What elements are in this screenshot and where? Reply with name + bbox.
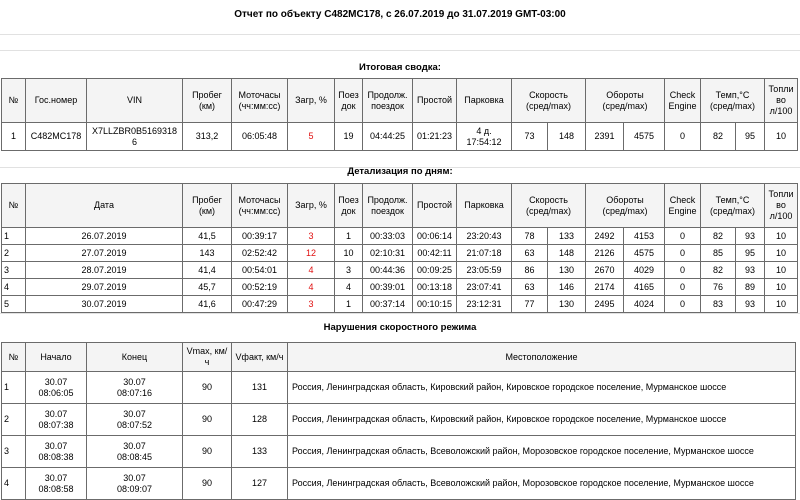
col-header-check-engine: Check Engine — [665, 79, 701, 123]
table-row — [2, 296, 798, 313]
cell-idle: 00:42:11 — [413, 245, 457, 262]
end-date: 30.07 — [123, 440, 146, 451]
col-header-rpm: Обороты (сред/max) — [586, 184, 665, 228]
cell-fuel: 10 — [765, 279, 798, 296]
cell-trips: 10 — [335, 245, 363, 262]
cell-temp-avg: 83 — [701, 296, 736, 313]
col-header-moto: Моточасы (чч:мм:сс) — [232, 184, 288, 228]
cell-speed-avg: 73 — [512, 123, 548, 151]
end-time: 08:09:07 — [116, 483, 153, 494]
col-header-trips: Поез док — [335, 79, 363, 123]
col-header-fuel: Топли во л/100 — [765, 79, 798, 123]
cell-mileage: 41,6 — [183, 296, 232, 313]
cell-num: 5 — [2, 296, 26, 313]
cell-check-engine: 0 — [665, 262, 701, 279]
report-title: Отчет по объекту С482МС178, с 26.07.2019 до 31.07.2019 GMT-03:00 — [234, 9, 566, 20]
cell-speed-avg: 77 — [512, 296, 548, 313]
cell-location: Россия, Ленинградская область, Кировский район, Кировское городское поселение, Мурманское шоссе — [288, 404, 796, 436]
cell-vin: X7LLZBR0B5169318 6 — [87, 123, 183, 151]
cell-temp-max: 95 — [736, 123, 765, 151]
cell-idle: 00:09:25 — [413, 262, 457, 279]
cell-num: 4 — [2, 279, 26, 296]
table-row — [2, 279, 798, 296]
violations-title: Нарушения скоростного режима — [323, 322, 477, 333]
cell-location: Россия, Ленинградская область, Кировский район, Кировское городское поселение, Мурманское шоссе — [288, 372, 796, 404]
col-header-num: № — [2, 184, 26, 228]
cell-parking: 4 д. 17:54:12 — [457, 123, 512, 151]
cell-vfact: 128 — [232, 404, 288, 436]
summary-header-row — [2, 79, 798, 123]
cell-moto: 00:39:17 — [232, 228, 288, 245]
cell-vfact: 131 — [232, 372, 288, 404]
start-time: 08:06:05 — [38, 387, 74, 398]
col-header-moto: Моточасы (чч:мм:сс) — [232, 79, 288, 123]
cell-trips: 3 — [335, 262, 363, 279]
cell-duration: 00:33:03 — [363, 228, 413, 245]
start-date: 30.07 — [44, 376, 68, 387]
cell-temp-max: 89 — [736, 279, 765, 296]
cell-end — [87, 436, 183, 468]
cell-mileage: 143 — [183, 245, 232, 262]
table-row — [2, 123, 798, 151]
col-header-vmax: Vmax, км/ч — [183, 343, 232, 372]
cell-mileage: 41,4 — [183, 262, 232, 279]
col-header-rpm: Обороты (сред/max) — [586, 79, 665, 123]
col-header-location: Местоположение — [288, 343, 796, 372]
cell-rpm-avg: 2492 — [586, 228, 624, 245]
cell-moto: 06:05:48 — [232, 123, 288, 151]
cell-end — [87, 468, 183, 500]
cell-temp-max: 95 — [736, 245, 765, 262]
col-header-start: Начало — [26, 343, 87, 372]
cell-start — [26, 404, 87, 436]
cell-mileage: 313,2 — [183, 123, 232, 151]
col-header-plate: Гос.номер — [26, 79, 87, 123]
end-time: 08:07:16 — [116, 387, 153, 398]
start-date: 30.07 — [44, 440, 68, 451]
cell-fuel: 10 — [765, 228, 798, 245]
col-header-speed: Скорость (сред/max) — [512, 184, 586, 228]
cell-parking: 21:07:18 — [457, 245, 512, 262]
cell-start — [26, 372, 87, 404]
cell-moto: 00:47:29 — [232, 296, 288, 313]
table-row — [2, 372, 796, 404]
cell-vfact: 133 — [232, 436, 288, 468]
cell-load: 12 — [288, 245, 335, 262]
cell-fuel: 10 — [765, 296, 798, 313]
cell-idle: 00:06:14 — [413, 228, 457, 245]
cell-end — [87, 372, 183, 404]
cell-num: 1 — [2, 228, 26, 245]
cell-idle: 01:21:23 — [413, 123, 457, 151]
cell-date: 27.07.2019 — [26, 245, 183, 262]
cell-date: 30.07.2019 — [26, 296, 183, 313]
cell-check-engine: 0 — [665, 228, 701, 245]
cell-vmax: 90 — [183, 404, 232, 436]
cell-temp-avg: 76 — [701, 279, 736, 296]
cell-rpm-max: 4153 — [624, 228, 665, 245]
cell-duration: 04:44:25 — [363, 123, 413, 151]
col-header-load: Загр, % — [288, 79, 335, 123]
cell-vmax: 90 — [183, 436, 232, 468]
cell-num: 1 — [2, 372, 26, 404]
col-header-mileage: Пробег (км) — [183, 184, 232, 228]
cell-rpm-avg: 2670 — [586, 262, 624, 279]
cell-idle: 00:13:18 — [413, 279, 457, 296]
cell-load: 5 — [288, 123, 335, 151]
col-header-idle: Простой — [413, 184, 457, 228]
cell-moto: 00:52:19 — [232, 279, 288, 296]
violations-header-row — [2, 343, 796, 372]
cell-vfact: 127 — [232, 468, 288, 500]
cell-location: Россия, Ленинградская область, Всеволожский район, Морозовское городское поселение, Мурманское шоссе — [288, 436, 796, 468]
cell-temp-avg: 82 — [701, 262, 736, 279]
cell-temp-max: 93 — [736, 296, 765, 313]
cell-load: 4 — [288, 279, 335, 296]
cell-speed-max: 130 — [548, 296, 586, 313]
start-date: 30.07 — [44, 472, 68, 483]
cell-speed-avg: 63 — [512, 279, 548, 296]
col-header-temp: Темп,°C (сред/max) — [701, 184, 765, 228]
cell-check-engine: 0 — [665, 279, 701, 296]
sheet-gridline — [0, 313, 800, 314]
cell-num: 2 — [2, 404, 26, 436]
cell-rpm-avg: 2126 — [586, 245, 624, 262]
cell-speed-max: 146 — [548, 279, 586, 296]
cell-num: 3 — [2, 436, 26, 468]
cell-mileage: 45,7 — [183, 279, 232, 296]
end-date: 30.07 — [123, 408, 146, 419]
cell-parking: 23:07:41 — [457, 279, 512, 296]
col-header-vfact: Vфакт, км/ч — [232, 343, 288, 372]
cell-fuel: 10 — [765, 262, 798, 279]
cell-load: 3 — [288, 296, 335, 313]
cell-temp-avg: 82 — [701, 123, 736, 151]
cell-duration: 00:44:36 — [363, 262, 413, 279]
col-header-parking: Парковка — [457, 79, 512, 123]
cell-num: 4 — [2, 468, 26, 500]
table-row — [2, 436, 796, 468]
cell-mileage: 41,5 — [183, 228, 232, 245]
cell-parking: 23:05:59 — [457, 262, 512, 279]
cell-moto: 00:54:01 — [232, 262, 288, 279]
violations-table — [1, 342, 796, 500]
cell-rpm-max: 4575 — [624, 245, 665, 262]
col-header-end: Конец — [87, 343, 183, 372]
cell-check-engine: 0 — [665, 296, 701, 313]
col-header-mileage: Пробег (км) — [183, 79, 232, 123]
cell-speed-max: 130 — [548, 262, 586, 279]
cell-num: 3 — [2, 262, 26, 279]
cell-duration: 02:10:31 — [363, 245, 413, 262]
cell-trips: 1 — [335, 296, 363, 313]
cell-plate: С482МС178 — [26, 123, 87, 151]
cell-rpm-max: 4575 — [624, 123, 665, 151]
table-row — [2, 404, 796, 436]
cell-date: 28.07.2019 — [26, 262, 183, 279]
cell-moto: 02:52:42 — [232, 245, 288, 262]
cell-rpm-avg: 2174 — [586, 279, 624, 296]
cell-num: 2 — [2, 245, 26, 262]
summary-table — [1, 78, 798, 151]
cell-load: 4 — [288, 262, 335, 279]
cell-trips: 4 — [335, 279, 363, 296]
cell-num: 1 — [2, 123, 26, 151]
end-time: 08:07:52 — [116, 419, 153, 430]
col-header-parking: Парковка — [457, 184, 512, 228]
daily-header-row — [2, 184, 798, 228]
daily-title: Детализация по дням: — [347, 166, 453, 177]
daily-table — [1, 183, 798, 313]
cell-rpm-max: 4165 — [624, 279, 665, 296]
cell-speed-max: 133 — [548, 228, 586, 245]
cell-check-engine: 0 — [665, 123, 701, 151]
cell-check-engine: 0 — [665, 245, 701, 262]
start-time: 08:08:38 — [38, 451, 74, 462]
col-header-duration: Продолж. поездок — [363, 184, 413, 228]
col-header-fuel: Топли во л/100 — [765, 184, 798, 228]
cell-rpm-max: 4029 — [624, 262, 665, 279]
cell-speed-avg: 63 — [512, 245, 548, 262]
cell-speed-avg: 78 — [512, 228, 548, 245]
cell-date: 29.07.2019 — [26, 279, 183, 296]
cell-speed-max: 148 — [548, 245, 586, 262]
cell-speed-max: 148 — [548, 123, 586, 151]
cell-idle: 00:10:15 — [413, 296, 457, 313]
col-header-idle: Простой — [413, 79, 457, 123]
cell-rpm-max: 4024 — [624, 296, 665, 313]
table-row — [2, 468, 796, 500]
cell-rpm-avg: 2495 — [586, 296, 624, 313]
col-header-num: № — [2, 343, 26, 372]
cell-start — [26, 468, 87, 500]
col-header-duration: Продолж. поездок — [363, 79, 413, 123]
start-time: 08:07:38 — [38, 419, 74, 430]
table-row — [2, 228, 798, 245]
end-date: 30.07 — [123, 472, 146, 483]
cell-parking: 23:12:31 — [457, 296, 512, 313]
col-header-temp: Темп,°C (сред/max) — [701, 79, 765, 123]
cell-load: 3 — [288, 228, 335, 245]
cell-temp-avg: 82 — [701, 228, 736, 245]
summary-title: Итоговая сводка: — [359, 62, 441, 73]
cell-vmax: 90 — [183, 468, 232, 500]
cell-location: Россия, Ленинградская область, Всеволожский район, Морозовское городское поселение, Мурманское шоссе — [288, 468, 796, 500]
start-time: 08:08:58 — [38, 483, 74, 494]
col-header-date: Дата — [26, 184, 183, 228]
cell-temp-max: 93 — [736, 262, 765, 279]
col-header-vin: VIN — [87, 79, 183, 123]
cell-vmax: 90 — [183, 372, 232, 404]
cell-duration: 00:39:01 — [363, 279, 413, 296]
sheet-gridline — [0, 50, 800, 51]
cell-temp-max: 93 — [736, 228, 765, 245]
sheet-gridline — [0, 34, 800, 35]
start-date: 30.07 — [44, 408, 68, 419]
col-header-check-engine: Check Engine — [665, 184, 701, 228]
cell-fuel: 10 — [765, 123, 798, 151]
cell-temp-avg: 85 — [701, 245, 736, 262]
cell-duration: 00:37:14 — [363, 296, 413, 313]
col-header-speed: Скорость (сред/max) — [512, 79, 586, 123]
cell-date: 26.07.2019 — [26, 228, 183, 245]
end-date: 30.07 — [123, 376, 146, 387]
table-row — [2, 245, 798, 262]
cell-start — [26, 436, 87, 468]
col-header-load: Загр, % — [288, 184, 335, 228]
cell-rpm-avg: 2391 — [586, 123, 624, 151]
cell-end — [87, 404, 183, 436]
cell-speed-avg: 86 — [512, 262, 548, 279]
cell-trips: 19 — [335, 123, 363, 151]
cell-trips: 1 — [335, 228, 363, 245]
cell-fuel: 10 — [765, 245, 798, 262]
col-header-num: № — [2, 79, 26, 123]
col-header-trips: Поез док — [335, 184, 363, 228]
cell-parking: 23:20:43 — [457, 228, 512, 245]
table-row — [2, 262, 798, 279]
end-time: 08:08:45 — [116, 451, 153, 462]
